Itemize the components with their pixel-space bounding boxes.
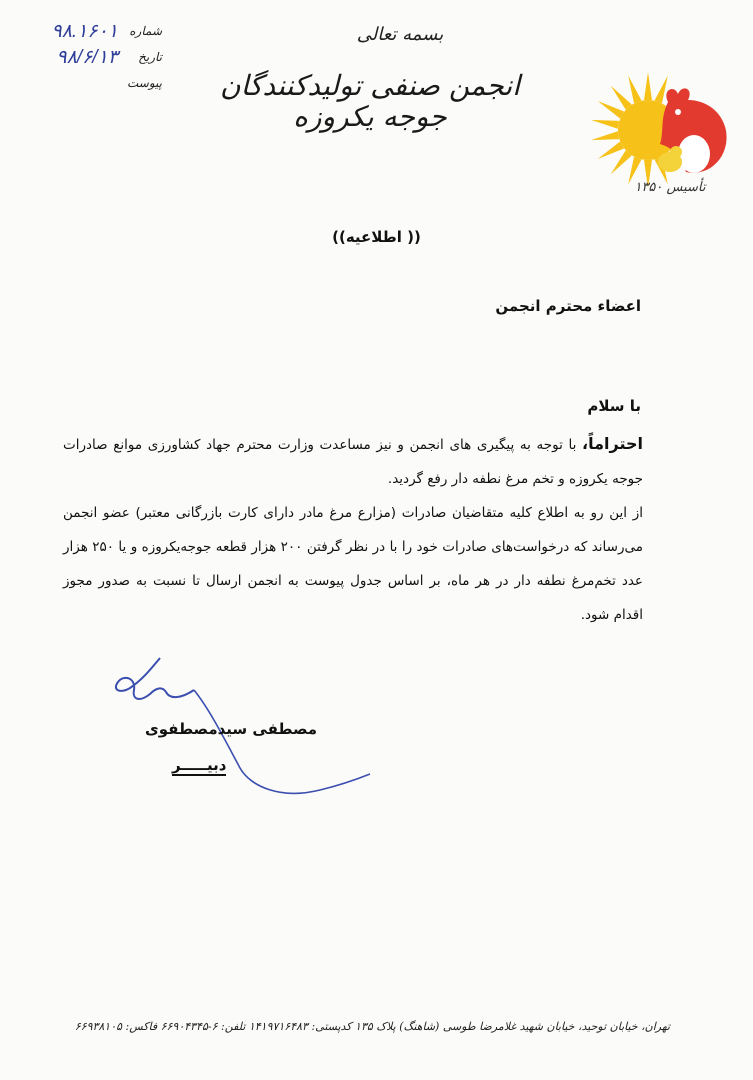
letter-number: ۹۸.۱۶۰۱	[51, 20, 118, 42]
association-logo-icon	[590, 62, 740, 192]
paragraph-2: از این رو به اطلاع کلیه متقاضیان صادرات (مزارع مرغ مادر دارای کارت بازرگانی معتبر) عضو انجمن می‌رساند که درخواست‌های صادرات خود را با در نظر گرفتن ۲۰۰ هزار قطعه جوجه‌یکروزه و یا ۲۵۰ هزار عدد تخم‌مرغ نطفه دار در هر ماه، بر اساس جدول پیوست به انجمن ارسال تا نسبت به صدور مجوز اقدام شود.	[63, 505, 643, 623]
salutation: احتراماً،	[582, 434, 643, 453]
number-row	[12, 18, 162, 44]
paragraph-1	[63, 427, 643, 496]
date-row	[12, 44, 162, 70]
letterhead	[210, 20, 530, 150]
footer-address: تهران، خیابان توحید، خیابان شهید غلامرضا طوسی (شاهنگ) پلاک ۱۳۵ کدپستی: ۱۴۱۹۷۱۶۴۸۳ تلفن: ۶-۶۶۹۰۴۳۴۵ فاکس: ۶۶۹۳۸۱۰۵	[74, 1020, 670, 1033]
letter-date: ۹۸/۶/۱۳	[56, 46, 118, 68]
notice-title: (( اطلاعیه))	[332, 228, 421, 246]
signer-name: مصطفی سیدمصطفوی	[145, 720, 318, 738]
handwritten-signature-icon	[90, 650, 390, 830]
letter-body	[63, 427, 643, 632]
egg-icon	[678, 135, 710, 173]
paragraph-1-text: با توجه به پیگیری های انجمن و نیز مساعدت وزارت محترم جهاد کشاورزی موانع صادرات جوجه یکروزه و تخم مرغ نطفه دار رفع گردید.	[63, 437, 643, 487]
organization-name: انجمن صنفی تولیدکنندگان جوجه یکروزه	[220, 69, 520, 133]
attachment-label: پیوست	[127, 76, 162, 90]
number-label: شماره	[129, 24, 162, 38]
attachment-row	[12, 70, 162, 96]
recipient: اعضاء محترم انجمن	[495, 297, 641, 315]
greeting: با سلام	[587, 397, 641, 415]
date-label: تاریخ	[138, 50, 162, 64]
signer-title: دبیـــــر	[172, 756, 227, 774]
established-year: تأسیس ۱۳۵۰	[634, 180, 706, 195]
letter-meta	[12, 18, 162, 96]
basmala: بسمه تعالی	[356, 24, 444, 45]
